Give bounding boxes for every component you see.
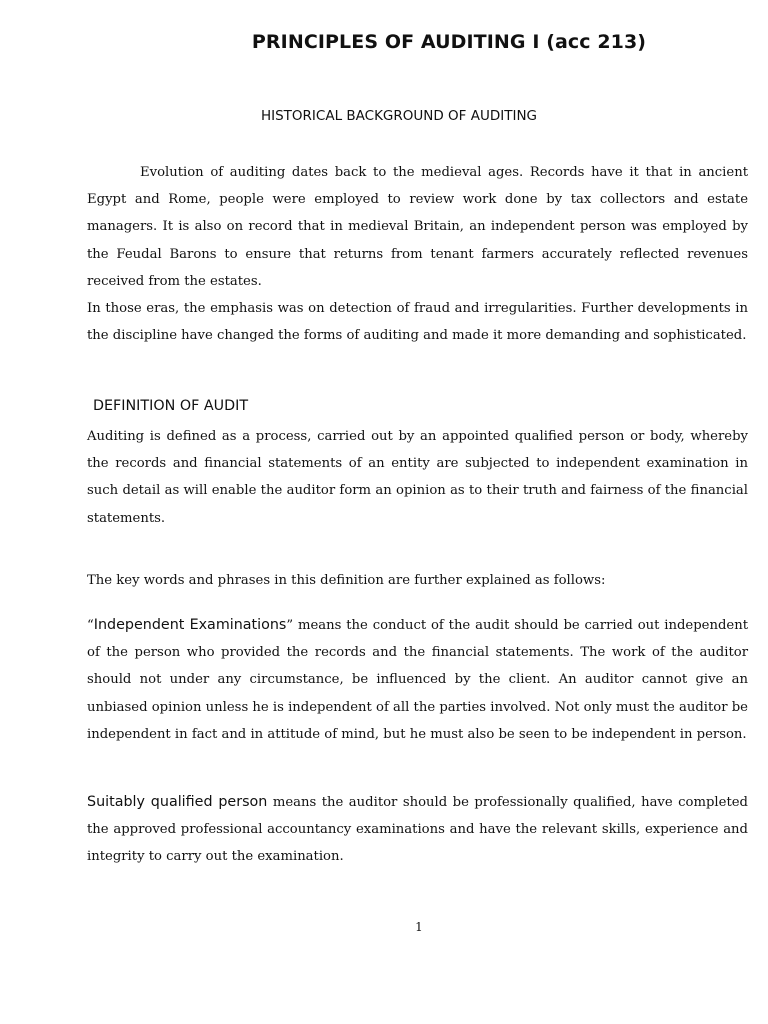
section-heading-history: HISTORICAL BACKGROUND OF AUDITING (260, 108, 538, 124)
independent-examinations-term: Independent Examinations (93, 617, 287, 633)
independent-examinations-text: means the conduct of the audit should be carried out independent of the person who provided the records and the financial statements. The work of the auditor should not under any circumstance, be influenced by the client. An auditor cannot give an unbiased opinion unless he is independent of all the parties involved. Not only must the auditor be independent in fact and in attitude of mind, but he must also be seen to be independent in person. (87, 618, 749, 742)
page-number: 1 (415, 920, 423, 934)
suitably-qualified-term: Suitably qualified person (87, 794, 268, 810)
suitably-qualified-paragraph (87, 789, 748, 871)
independent-examinations-paragraph (87, 612, 748, 748)
definition-paragraph: Auditing is defined as a process, carried out by an appointed qualified person or body, whereby the records and financial statements of an entity are subjected to independent examination in such detail as will enable the auditor form an opinion as to their truth and fairness of the financial statements. (87, 429, 748, 526)
suitably-qualified-text: means the auditor should be professionally qualified, have completed the approved professional accountancy examinations and have the relevant skills, experience and integrity to carry out the examination. (87, 795, 749, 865)
document-title: PRINCIPLES OF AUDITING I (acc 213) (251, 31, 647, 53)
keywords-intro: The key words and phrases in this definition are further explained as follows: (87, 573, 606, 588)
section-heading-definition: DEFINITION OF AUDIT (93, 398, 249, 414)
history-paragraph-2: In those eras, the emphasis was on detection of fraud and irregularities. Further developments in the discipline have changed the forms of auditing and made it more demanding and sophisticated. (87, 301, 748, 344)
open-quote: “ (87, 618, 94, 633)
close-quote: ” (286, 618, 294, 633)
history-paragraph-1: Evolution of auditing dates back to the medieval ages. Records have it that in ancient Egypt and Rome, people were employed to review work done by tax collectors and estate managers. It is also on record that in medieval Britain, an independent person was employed by the Feudal Barons to ensure that returns from tenant farmers accurately reflected revenues received from the estates. (87, 165, 748, 289)
